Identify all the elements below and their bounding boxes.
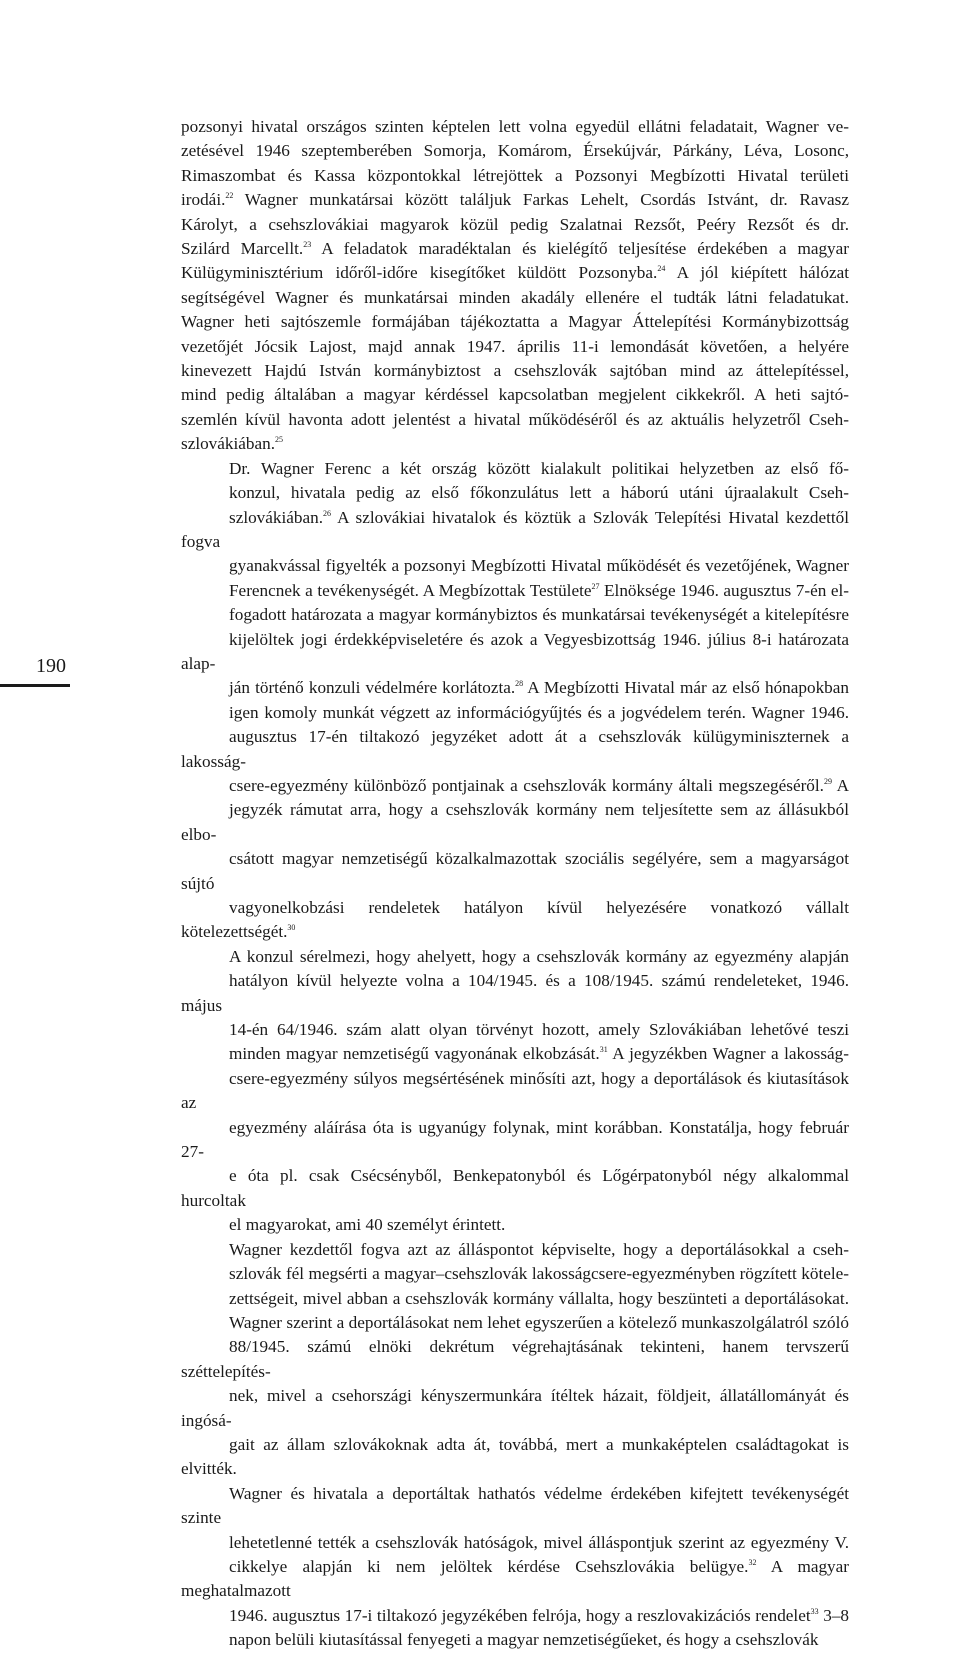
text-line [181,1238,849,1262]
text-run: lehetetlenné tették a csehszlovák hatóságok, mivel álláspontjuk szerint az egyezmény V. [229,1532,849,1552]
text-line [181,725,849,774]
text-line [181,261,849,285]
text-run: Károlyt, a csehszlovákiai magyarok közül pedig Szalatnai Rezsőt, Peéry Rezsőt és dr. [181,214,849,234]
text-line [181,506,849,555]
text-run: csere-egyezmény súlyos megsértésének minősíti azt, hogy a deportálások és kiutasítások az [181,1068,849,1113]
text-run: augusztus 17-én tiltakozó jegyzéket adott át a csehszlovák külügyminiszternek a lakosság- [181,727,849,771]
page-number-marker [0,652,70,687]
text-run: ján történő konzuli védelmére korlátozta. [229,678,516,698]
footnote-ref: 25 [275,435,284,445]
text-line [181,1482,849,1531]
text-run: A Megbízotti Hivatal már az első hónapokban [523,678,849,698]
text-line [181,115,849,139]
text-run: Elnöksége 1946. augusztus 7-én el- [599,580,849,600]
text-run: A feladatok maradéktalan és kielégítő teljesítése érdekében a magyar [311,239,850,259]
text-run: A [831,775,850,795]
text-run: csátott magyar nemzetiségű közalkalmazottak szociális segélyére, sem a magyarságot sújtó [181,849,849,893]
footnote-ref: 22 [225,191,234,201]
text-line [181,286,849,310]
text-line [181,579,849,603]
text-line [181,1433,849,1482]
text-line [181,481,849,505]
text-run: kijelöltek jogi érdekképviseletére és azok a Vegyesbizottság 1946. július 8-i határozata alap- [181,629,849,673]
text-line [181,408,849,432]
text-run: Szilárd Marcellt. [181,239,304,259]
text-line [181,554,849,578]
paragraph [181,115,849,457]
text-line [181,1287,849,1311]
text-line [181,457,849,481]
footnote-ref: 29 [823,776,832,786]
text-line [181,1213,849,1237]
text-run: mind pedig általában a magyar kérdéssel kapcsolatban megjelent cikkekről. A heti sajtó- [181,385,849,405]
text-run: napon belüli kiutasítással fenyegeti a magyar nemzetiségűeket, és hogy a csehszlovák [229,1630,819,1650]
text-run: csere-egyezmény különböző pontjainak a csehszlovák kormány általi megszegéséről. [229,775,824,795]
text-line [181,1555,849,1604]
text-line [181,1531,849,1555]
text-line [181,676,849,700]
text-line [181,774,849,798]
text-line [181,1262,849,1286]
text-run: Wagner heti sajtószemle formájában tájékoztatta a Magyar Áttelepítési Kormánybizottság [181,312,849,332]
text-line [181,603,849,627]
footnote-ref: 30 [287,923,296,933]
text-run: Rimaszombat és Kassa központokkal létrejöttek a Pozsonyi Megbízotti Hivatal területi [181,165,849,185]
text-line [181,1311,849,1335]
text-run: 88/1945. számú elnöki dekrétum végrehajtásának tekinteni, hanem tervszerű széttelepítés- [181,1337,849,1381]
text-run: Wagner kezdettől fogva azt az álláspontot képviselte, hogy a deportálásokkal a cseh- [229,1239,849,1259]
text-run: segítségével Wagner és munkatársai minden akadály ellenére el tudták látni feladatukat. [181,287,849,307]
text-line [181,1384,849,1433]
text-run: kinevezett Hajdú István kormánybiztost a csehszlovák sajtóban mind az áttelepítéssel, [181,361,849,381]
text-line [181,969,849,1018]
text-run: zettségeit, mivel abban a csehszlovák kormány vállalta, hogy beszünteti a deportálásokat. [229,1288,849,1308]
text-run: A magyar meghatalmazott [181,1556,849,1601]
text-run: szlovákiában. [229,507,324,527]
text-run: el magyarokat, ami 40 személyt érintett. [229,1215,506,1235]
text-run: A szlovákiai hivatalok és köztük a Szlovák Telepítési Hivatal kezdettől fogva [181,507,849,551]
text-line [181,1018,849,1042]
text-line [181,1067,849,1116]
text-line [181,896,849,945]
text-line [181,1604,849,1628]
text-line [181,213,849,237]
text-run: 3–8 [818,1605,850,1625]
text-line [181,359,849,383]
footnote-ref: 27 [591,581,600,591]
text-line [181,847,849,896]
text-line [181,310,849,334]
footnote-ref: 31 [599,1045,608,1055]
text-run: minden magyar nemzetiségű vagyonának elkobzását. [229,1044,600,1064]
text-run: 14-én 64/1946. szám alatt olyan törvényt hozott, amely Szlovákiában lehetővé teszi [229,1020,849,1040]
text-run: Ferencnek a tevékenységét. A Megbízottak Testülete [229,580,592,600]
text-run: Dr. Wagner Ferenc a két ország között kialakult politikai helyzetben az első fő- [229,458,849,478]
text-run: igen komoly munkát végzett az információgyűjtés és a jogvédelem terén. Wagner 1946. [229,702,849,722]
text-run: e óta pl. csak Csécsényből, Benkepatonyból és Lőgérpatonyból négy alkalommal hurcoltak [181,1166,849,1210]
text-run: A jegyzékben Wagner a lakosság- [607,1044,849,1064]
text-run: Wagner munkatársai között találjuk Farkas Lehelt, Csordás Istvánt, dr. Ravasz [233,190,849,210]
text-line [181,1628,849,1652]
text-line [181,1164,849,1213]
footnote-ref: 23 [303,240,312,250]
text-line [181,432,849,456]
text-run: irodái. [181,190,226,210]
text-line [181,139,849,163]
text-run: A jól kiépített hálózat [665,263,850,283]
text-line [181,383,849,407]
text-run: vagyonelkobzási rendeletek hatályon kívül helyezésére vonatkozó vállalt kötelezettségét. [181,898,849,942]
paragraph [181,1238,849,1653]
footnote-ref: 26 [323,508,332,518]
text-run: gait az állam szlovákoknak adta át, továbbá, mert a munkaképtelen családtagokat is elvitték. [181,1434,849,1479]
footnote-ref: 28 [515,679,524,689]
text-line [181,798,849,847]
footnote-ref: 32 [748,1557,757,1567]
text-run: pozsonyi hivatal országos szinten képtelen lett volna egyedül ellátni feladatait, Wagner ve- [181,117,849,136]
text-run: szemlén kívül havonta adott jelentést a hivatal működéséről és az aktuális helyzetről Cseh- [181,409,849,429]
text-run: Külügyminisztérium időről-időre kisegítőket küldött Pozsonyba. [181,263,658,283]
text-line [181,1335,849,1384]
text-line [181,628,849,677]
paragraph [181,457,849,1238]
text-run: fogadott határozata a magyar kormánybiztos és munkatársai tevékenységét a kitelepítésre [229,605,849,625]
text-run: konzul, hivatala pedig az első főkonzulátus lett a háború utáni újraalakult Cseh- [229,483,849,503]
text-line [181,1116,849,1165]
text-run: nek, mivel a csehországi kényszermunkára ítéltek házait, földjeit, állatállományát és ingósá- [181,1386,849,1430]
text-run: A konzul sérelmezi, hogy ahelyett, hogy a csehszlovák kormány az egyezmény alapján [229,946,849,966]
text-line [181,164,849,188]
text-run: hatályon kívül helyezte volna a 104/1945. és a 108/1945. számú rendeleteket, 1946. május [181,971,849,1015]
text-run: egyezmény aláírása óta is ugyanúgy folynak, mint korábban. Konstatálja, hogy február 27- [181,1117,849,1162]
text-line [181,237,849,261]
text-run: szlovák fél megsérti a magyar–csehszlovák lakosságcsere-egyezményben rögzített kötele- [229,1264,849,1284]
text-line [181,1042,849,1066]
text-run: Wagner szerint a deportálásokat nem lehet egyszerűen a kötelező munkaszolgálatról szóló [229,1312,849,1332]
text-run: szlovákiában. [181,434,276,454]
footnote-ref: 33 [810,1606,819,1616]
text-run: vezetőjét Jócsik Lajost, majd annak 1947. április 11-i lemondását követően, a helyére [181,336,849,356]
text-run: zetésével 1946 szeptemberében Somorja, Komárom, Érsekújvár, Párkány, Léva, Losonc, [181,141,849,161]
text-line [181,335,849,359]
text-line [181,945,849,969]
text-run: cikkelye alapján ki nem jelöltek kérdése Csehszlovákia belügye. [229,1556,749,1576]
footnote-ref: 24 [657,264,666,274]
text-run: 1946. augusztus 17-i tiltakozó jegyzékében felrója, hogy a reszlovakizációs rendelet [229,1605,811,1625]
text-run: gyanakvással figyelték a pozsonyi Megbízotti Hivatal működését és vezetőjének, Wagner [229,556,849,576]
page-number: 190 [36,655,66,677]
text-line [181,701,849,725]
body-text [181,115,849,1653]
text-line [181,188,849,212]
text-run: Wagner és hivatala a deportáltak hathatós védelme érdekében kifejtett tevékenységét szinte [181,1483,849,1528]
text-run: jegyzék rámutat arra, hogy a csehszlovák kormány nem teljesítette sem az állásukból elbo- [181,800,849,844]
